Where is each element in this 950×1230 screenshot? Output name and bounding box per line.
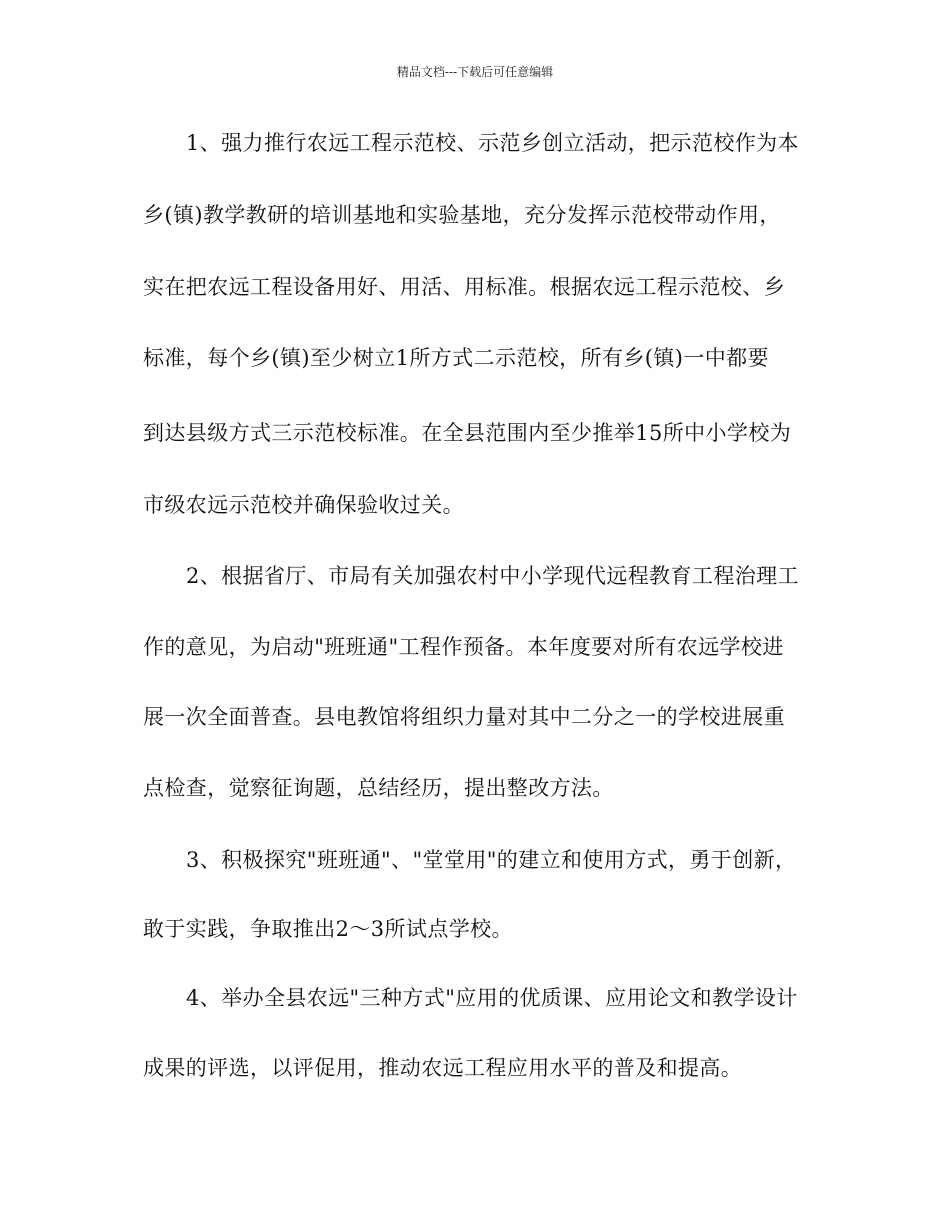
page-header: 精品文档---下载后可任意编辑 [396, 65, 554, 79]
paragraph-4-line-2: 成果的评选，以评促用，推动农远工程应用水平的普及和提高。 [143, 1056, 743, 1080]
paragraph-1-line-5: 到达县级方式三示范校标准。在全县范围内至少推举15所中小学校为 [143, 421, 792, 445]
paragraph-2-line-4: 点检查，觉察征询题，总结经历，提出整改方法。 [143, 776, 614, 800]
paragraph-2-line-1: 2、根据省厅、市局有关加强农村中小学现代远程教育工程治理工 [186, 564, 799, 588]
paragraph-2-line-2: 作的意见，为启动"班班通"工程作预备。本年度要对所有农远学校进 [143, 635, 784, 659]
paragraph-1-line-2: 乡(镇)教学教研的培训基地和实验基地，充分发挥示范校带动作用， [143, 203, 781, 227]
paragraph-3-line-1: 3、积极探究"班班通"、"堂堂用"的建立和使用方式，勇于创新， [186, 848, 797, 872]
paragraph-1-line-4: 标准，每个乡(镇)至少树立1所方式二示范校，所有乡(镇)一中都要 [143, 346, 769, 370]
paragraph-1-line-1: 1、强力推行农远工程示范校、示范乡创立活动，把示范校作为本 [186, 131, 799, 155]
paragraph-2-line-3: 展一次全面普查。县电教馆将组织力量对其中二分之一的学校进展重 [143, 705, 785, 729]
paragraph-1-line-3: 实在把农远工程设备用好、用活、用标准。根据农远工程示范校、乡 [143, 275, 785, 299]
paragraph-4-line-1: 4、举办全县农远"三种方式"应用的优质课、应用论文和教学设计 [186, 986, 798, 1010]
paragraph-3-line-2: 敢于实践，争取推出2～3所试点学校。 [143, 917, 513, 941]
paragraph-1-line-6: 市级农远示范校并确保验收过关。 [143, 493, 464, 517]
